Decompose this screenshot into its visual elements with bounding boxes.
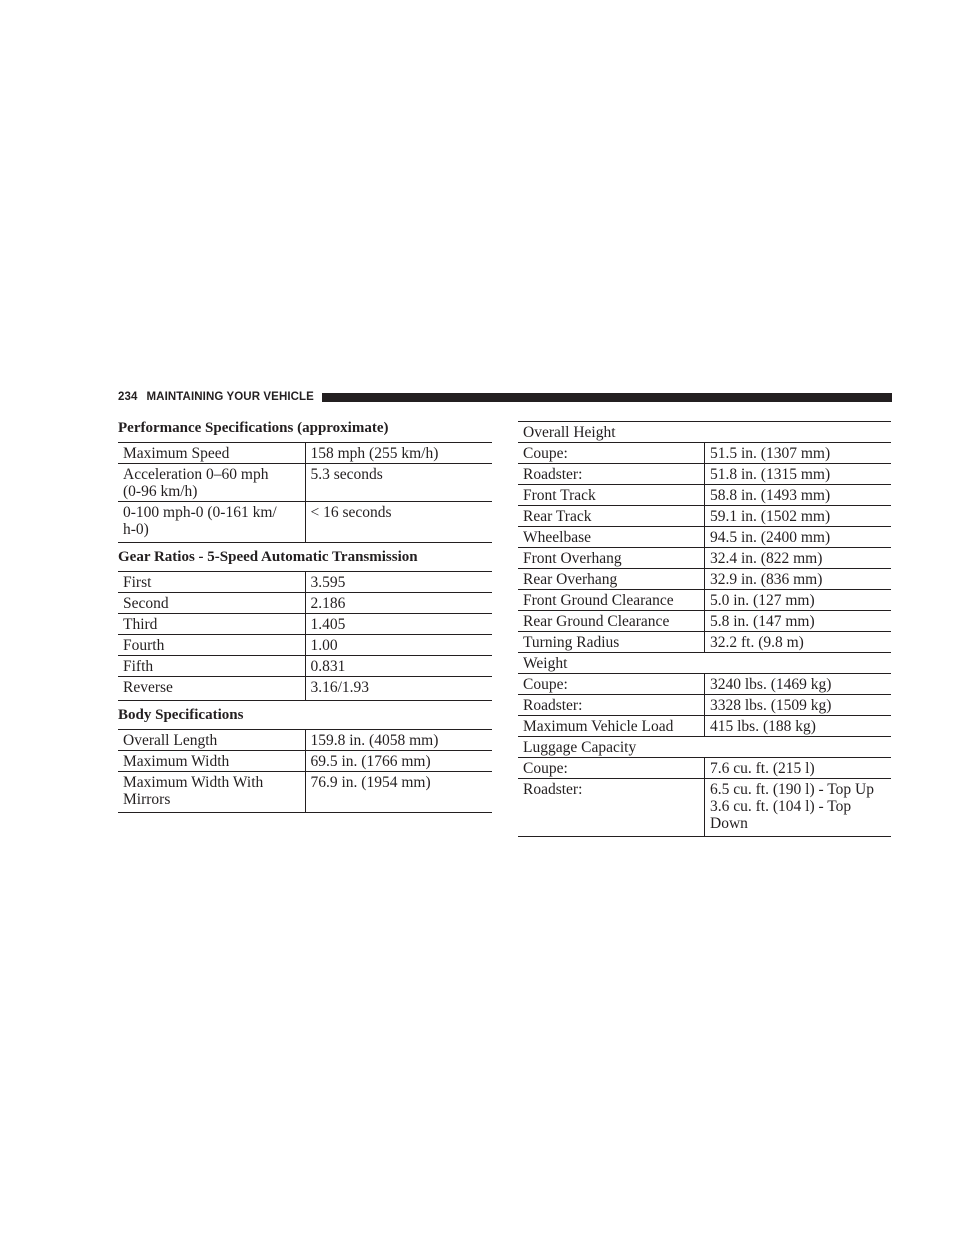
- row-value: 0.831: [305, 656, 492, 677]
- row-label: Third: [118, 614, 305, 635]
- page-header: [118, 389, 892, 405]
- table-row: [518, 716, 891, 737]
- row-label: Reverse: [118, 677, 305, 701]
- row-value: 5.3 seconds: [305, 464, 492, 502]
- label-line: Maximum Width With: [123, 774, 264, 791]
- row-value: 3328 lbs. (1509 kg): [705, 695, 892, 716]
- row-value: 159.8 in. (4058 mm): [305, 730, 492, 751]
- table-row: [518, 548, 891, 569]
- table-row: [118, 635, 492, 656]
- row-label: Rear Overhang: [518, 569, 705, 590]
- table-row: [118, 443, 492, 464]
- row-value: 415 lbs. (188 kg): [705, 716, 892, 737]
- performance-title: Performance Specifications (approximate): [118, 420, 389, 436]
- group-heading: Weight: [518, 653, 891, 674]
- table-row: [518, 485, 891, 506]
- page-number: 234: [118, 391, 138, 403]
- left-column: [118, 416, 492, 818]
- row-label: Overall Length: [118, 730, 305, 751]
- row-value: 94.5 in. (2400 mm): [705, 527, 892, 548]
- row-value: 1.00: [305, 635, 492, 656]
- body-specs-title: Body Specifications: [118, 707, 244, 723]
- row-value: 3.16/1.93: [305, 677, 492, 701]
- table-row: [118, 464, 492, 502]
- row-label: Fourth: [118, 635, 305, 656]
- row-value: 51.5 in. (1307 mm): [705, 443, 892, 464]
- row-value: < 16 seconds: [305, 502, 492, 543]
- row-label: Second: [118, 593, 305, 614]
- row-label: Roadster:: [518, 464, 705, 485]
- dimensions-table: [518, 421, 891, 837]
- row-value: 59.1 in. (1502 mm): [705, 506, 892, 527]
- table-row: [118, 502, 492, 543]
- row-value: 69.5 in. (1766 mm): [305, 751, 492, 772]
- row-value: [705, 779, 892, 837]
- table-row: [518, 758, 891, 779]
- table-row: [518, 464, 891, 485]
- row-value: 3.595: [305, 572, 492, 593]
- table-row: [518, 590, 891, 611]
- row-value: 3240 lbs. (1469 kg): [705, 674, 892, 695]
- right-column: [518, 421, 891, 842]
- row-label: Maximum Vehicle Load: [518, 716, 705, 737]
- row-value: 76.9 in. (1954 mm): [305, 772, 492, 813]
- table-row: [518, 632, 891, 653]
- section-title: MAINTAINING YOUR VEHICLE: [146, 391, 314, 403]
- row-label: Front Overhang: [518, 548, 705, 569]
- group-heading: Overall Height: [518, 422, 891, 443]
- value-line: Down: [710, 815, 748, 832]
- table-row: [518, 611, 891, 632]
- row-value: 2.186: [305, 593, 492, 614]
- row-label: Rear Track: [518, 506, 705, 527]
- row-label: Front Ground Clearance: [518, 590, 705, 611]
- table-row: [118, 677, 492, 701]
- label-line: 0-100 mph-0 (0-161 km/: [123, 504, 277, 521]
- label-line: h-0): [123, 521, 149, 538]
- row-label: Turning Radius: [518, 632, 705, 653]
- row-value: 32.2 ft. (9.8 m): [705, 632, 892, 653]
- row-label: Coupe:: [518, 758, 705, 779]
- row-label: [118, 772, 305, 813]
- table-row: [118, 593, 492, 614]
- row-label: Coupe:: [518, 674, 705, 695]
- gear-ratios-title: Gear Ratios - 5-Speed Automatic Transmission: [118, 549, 418, 565]
- row-label: Maximum Width: [118, 751, 305, 772]
- row-value: 32.9 in. (836 mm): [705, 569, 892, 590]
- row-value: 51.8 in. (1315 mm): [705, 464, 892, 485]
- table-row: [118, 730, 492, 751]
- table-row: [118, 614, 492, 635]
- group-heading: Luggage Capacity: [518, 737, 891, 758]
- row-value: 158 mph (255 km/h): [305, 443, 492, 464]
- table-row: [118, 751, 492, 772]
- row-label: [118, 464, 305, 502]
- row-label: First: [118, 572, 305, 593]
- row-label: Maximum Speed: [118, 443, 305, 464]
- table-row: [518, 737, 891, 758]
- table-row: [518, 527, 891, 548]
- gear-ratios-table: [118, 571, 492, 701]
- row-label: Roadster:: [518, 779, 705, 837]
- value-line: 3.6 cu. ft. (104 l) - Top: [710, 798, 852, 815]
- table-row: [518, 443, 891, 464]
- row-value: 32.4 in. (822 mm): [705, 548, 892, 569]
- table-row: [518, 779, 891, 837]
- label-line: Acceleration 0–60 mph: [123, 466, 269, 483]
- row-label: Fifth: [118, 656, 305, 677]
- table-row: [118, 772, 492, 813]
- row-label: [118, 502, 305, 543]
- label-line: Mirrors: [123, 791, 171, 808]
- row-label: Coupe:: [518, 443, 705, 464]
- row-label: Roadster:: [518, 695, 705, 716]
- row-value: 7.6 cu. ft. (215 l): [705, 758, 892, 779]
- table-row: [118, 656, 492, 677]
- row-value: 5.0 in. (127 mm): [705, 590, 892, 611]
- body-specs-table: [118, 729, 492, 813]
- table-row: [518, 695, 891, 716]
- row-value: 58.8 in. (1493 mm): [705, 485, 892, 506]
- label-line: (0-96 km/h): [123, 483, 198, 500]
- table-row: [518, 422, 891, 443]
- value-line: 6.5 cu. ft. (190 l) - Top Up: [710, 781, 874, 798]
- row-label: Front Track: [518, 485, 705, 506]
- row-label: Rear Ground Clearance: [518, 611, 705, 632]
- table-row: [518, 569, 891, 590]
- table-row: [518, 674, 891, 695]
- table-row: [518, 653, 891, 674]
- row-value: 1.405: [305, 614, 492, 635]
- row-label: Wheelbase: [518, 527, 705, 548]
- table-row: [518, 506, 891, 527]
- header-rule: [322, 393, 892, 402]
- performance-table: [118, 442, 492, 543]
- table-row: [118, 572, 492, 593]
- row-value: 5.8 in. (147 mm): [705, 611, 892, 632]
